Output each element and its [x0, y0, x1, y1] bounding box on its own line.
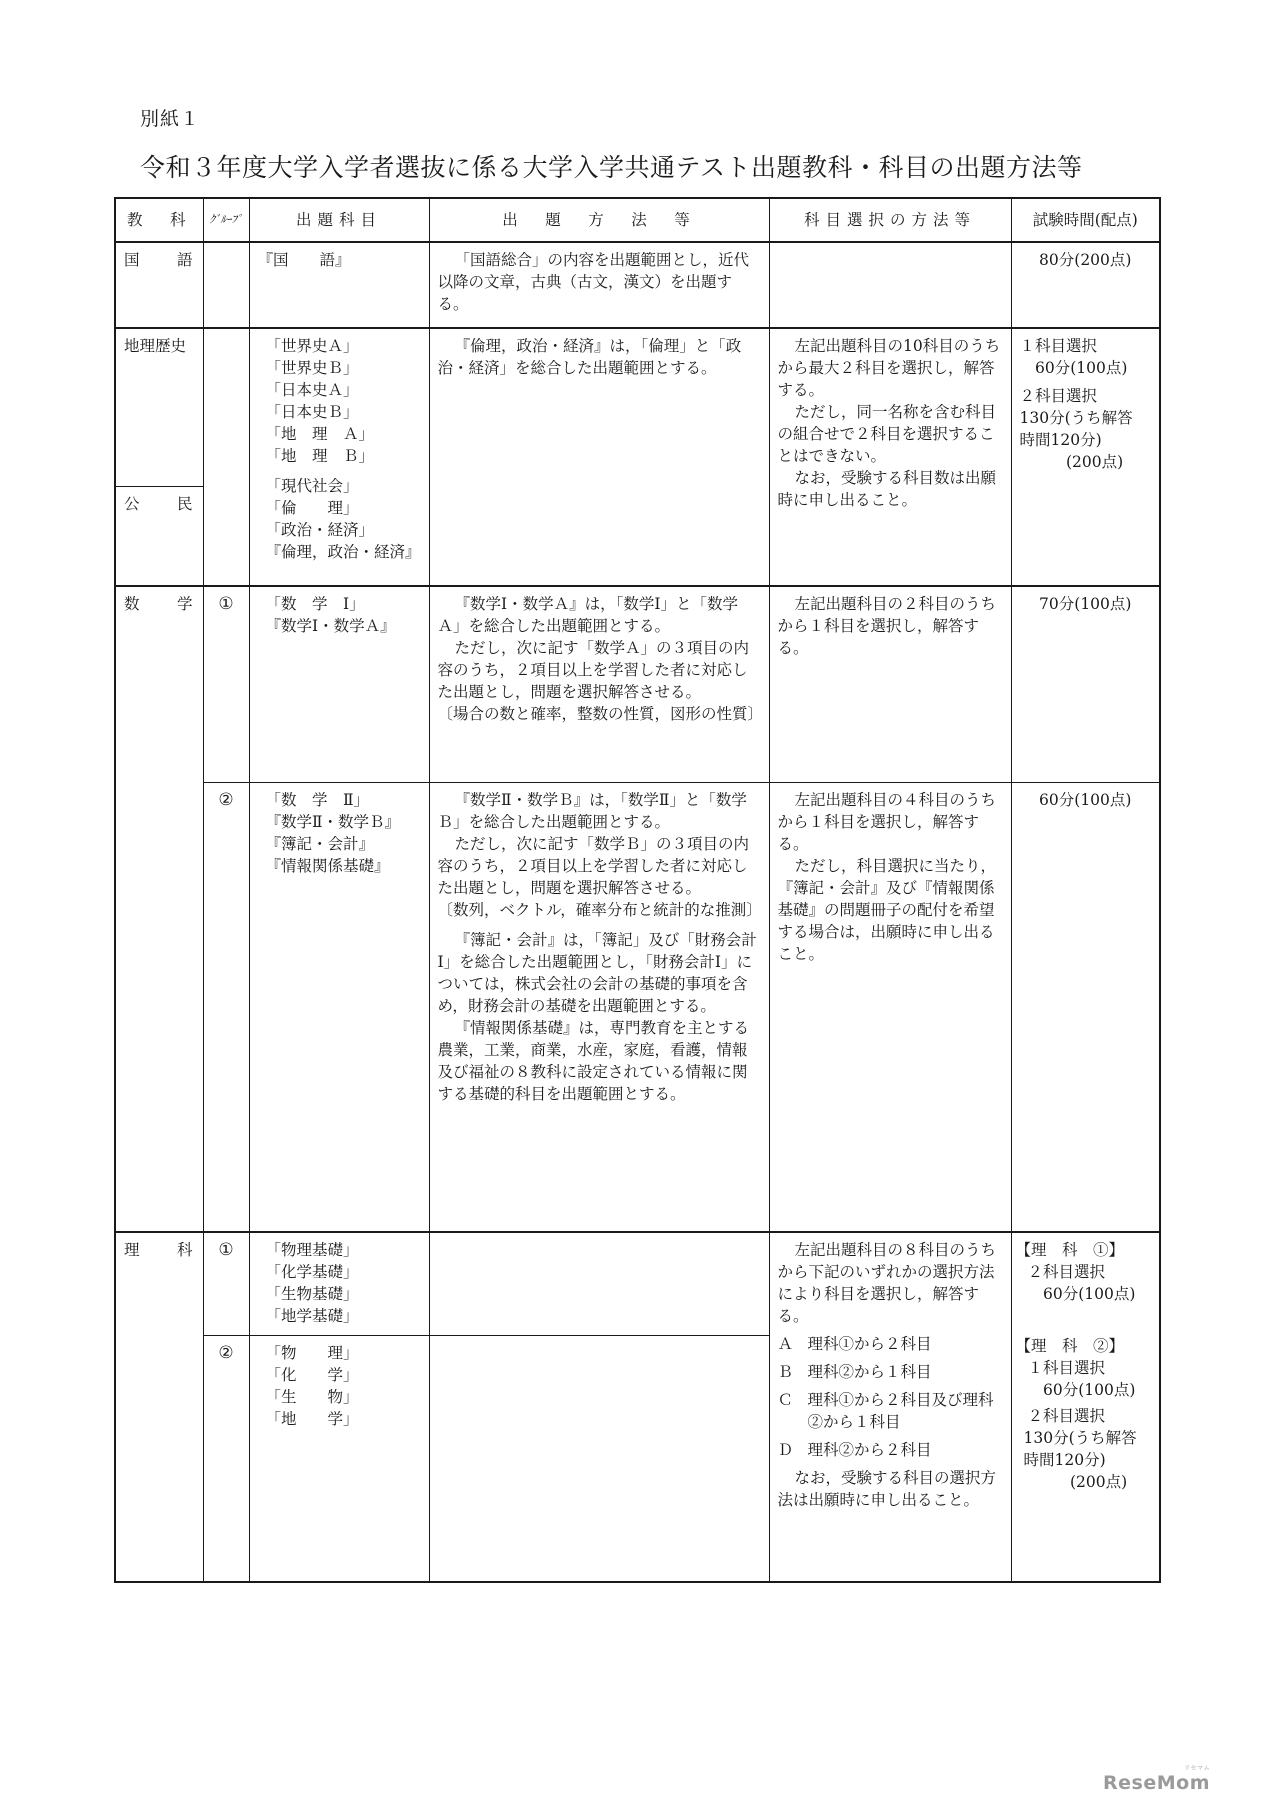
method-text: 『数学Ⅰ・数学Ａ』は，「数学Ⅰ」と「数学Ａ」を総合した出題範囲とする。: [437, 595, 739, 635]
time-text: 60分(100点): [1027, 1381, 1136, 1399]
subject-char: 学: [176, 595, 193, 613]
method-cell: [429, 782, 769, 1232]
courses-cell: [249, 328, 429, 586]
subject-char: 理: [124, 1241, 140, 1259]
course-item: 「生 物」: [265, 1387, 359, 1406]
time-text: 130分(うち解答: [1023, 1429, 1137, 1447]
time-text: 【理 科 ①】: [1015, 1241, 1125, 1259]
course-item: 「地 理 Ａ」: [265, 425, 375, 443]
time-text: 60分(100点): [1027, 1285, 1136, 1303]
option-key: Ａ: [777, 1335, 794, 1353]
method-text: 「国語総合」の内容を出題範囲とし，近代以降の文章，古典（古文，漢文）を出題する。: [437, 251, 750, 313]
logo-text: ReseMom: [1103, 1772, 1210, 1794]
course-item: 『簿記・会計』: [265, 834, 375, 853]
course-item: 「倫 理」: [265, 499, 359, 517]
courses-cell: [249, 1232, 429, 1335]
table-row-sugaku-2: [115, 782, 1160, 1232]
time-text: ２科目選択: [1027, 1407, 1106, 1425]
subject-cell: [115, 586, 203, 1232]
course-item: 「地 理 Ｂ」: [265, 447, 375, 465]
document-title: 令和３年度大学入学者選抜に係る大学入学共通テスト出題教科・科目の出題方法等: [140, 153, 1083, 182]
subject-char: 語: [176, 251, 193, 269]
selection-cell: [769, 328, 1011, 586]
header-subject: 教 科: [115, 198, 203, 242]
group-cell: [203, 328, 249, 586]
method-text: 『情報関係基礎』は，専門教育を主とする農業，工業，商業，水産，家庭，看護，情報及び福祉の８教科に設定されている情報に関する基礎的科目を出題範囲とする。: [437, 1018, 750, 1103]
time-cell: [1011, 242, 1160, 328]
time-text: 130分(うち解答: [1019, 409, 1133, 427]
method-text: 〔数列，ベクトル，確率分布と統計的な推測〕: [437, 900, 762, 919]
selection-text: なお，受験する科目の選択方法は出願時に申し出ること。: [777, 1469, 997, 1509]
course-item: 『国 語』: [257, 251, 351, 269]
option-text: 理科①から２科目及び理科②から１科目: [807, 1391, 994, 1431]
method-cell: [429, 1232, 769, 1335]
subject-cell: [115, 486, 203, 586]
subject-char: 数: [124, 595, 140, 613]
table-row-sugaku-1: [115, 586, 1160, 782]
courses-cell: [249, 1335, 429, 1582]
option-text: 理科②から２科目: [807, 1441, 932, 1459]
method-cell: [429, 586, 769, 782]
subject-char: 国: [124, 251, 140, 269]
time-text: 時間120分): [1023, 1451, 1106, 1469]
course-item: 「日本史Ｂ」: [265, 403, 359, 421]
header-courses: 出題科目: [249, 198, 429, 242]
group-cell: [203, 242, 249, 328]
option-key: Ｄ: [777, 1441, 794, 1459]
table-row-chireki: [115, 328, 1160, 486]
course-item: 『倫理，政治・経済』: [265, 543, 421, 561]
header-time: 試験時間(配点): [1011, 198, 1160, 242]
time-text: １科目選択: [1027, 1359, 1106, 1377]
option-key: Ｃ: [777, 1391, 794, 1409]
course-item: 「地学基礎」: [265, 1307, 359, 1325]
selection-text: 左記出題科目の10科目のうちから最大２科目を選択し，解答する。: [777, 337, 1001, 399]
method-text: ただし，次に記す「数学Ａ」の３項目の内容のうち，２項目以上を学習した者に対応した出題とし，問題を選択解答させる。: [437, 639, 750, 701]
selection-cell: [769, 586, 1011, 782]
time-text: (200点): [1019, 453, 1124, 471]
option-text: 理科①から２科目: [807, 1335, 932, 1353]
method-text: 〔場合の数と確率，整数の性質，図形の性質〕: [437, 705, 764, 723]
selection-text: ただし，同一名称を含む科目の組合せで２科目を選択することはできない。: [777, 403, 997, 465]
courses-cell: [249, 242, 429, 328]
course-item: 「地 学」: [265, 1409, 359, 1428]
time-text: 80分(200点): [1039, 251, 1132, 269]
courses-cell: [249, 586, 429, 782]
selection-option: [778, 1333, 1003, 1355]
method-text: ただし，次に記す「数学Ｂ」の３項目の内容のうち，２項目以上を学習した者に対応した出題とし，問題を選択解答させる。: [437, 834, 750, 897]
time-text: ２科目選択: [1019, 387, 1098, 405]
time-text: 60分(100点): [1019, 359, 1128, 377]
subject-cell: [115, 328, 203, 486]
course-item: 「物 理」: [265, 1343, 359, 1362]
course-item: 「数 学 Ⅰ」: [265, 595, 365, 613]
time-text: ２科目選択: [1027, 1263, 1106, 1281]
course-item: 『数学Ⅱ・数学Ｂ』: [265, 812, 401, 831]
option-key: Ｂ: [777, 1363, 794, 1381]
selection-text: 左記出題科目の４科目のうちから１科目を選択し，解答する。: [777, 790, 997, 853]
subject-label: 地理歴史: [124, 337, 187, 355]
selection-cell: [769, 782, 1011, 1232]
table-row-rika-1: [115, 1232, 1160, 1335]
time-cell: [1011, 782, 1160, 1232]
selection-text: ただし，科目選択に当たり，『簿記・会計』及び『情報関係基礎』の問題冊子の配付を希望する場合は，出願時に申し出ること。: [777, 856, 997, 963]
resemom-logo: [1103, 1765, 1210, 1794]
method-text: 『簿記・会計』は，「簿記」及び「財務会計Ⅰ」を総合した出題範囲とし，「財務会計Ⅰ」については，株式会社の会計の基礎的事項を含め，財務会計の基礎を出題範囲とする。: [437, 930, 757, 1015]
courses-cell: [249, 782, 429, 1232]
method-text: 『倫理，政治・経済』は，「倫理」と「政治・経済」を総合した出題範囲とする。: [437, 337, 742, 377]
subject-cell: [115, 1232, 203, 1582]
course-item: 「化 学」: [265, 1365, 359, 1384]
course-item: 『情報関係基礎』: [265, 856, 390, 875]
time-text: 時間120分): [1019, 431, 1102, 449]
group-cell: ②: [203, 1335, 249, 1582]
selection-option: [778, 1361, 1003, 1383]
header-group: ｸﾞﾙｰﾌﾟ: [203, 198, 249, 242]
subject-char: 公: [124, 494, 140, 513]
course-item: 「数 学 Ⅱ」: [265, 790, 370, 809]
subject-char: 科: [176, 1241, 193, 1259]
table-header-row: [115, 198, 1160, 242]
time-cell: [1011, 586, 1160, 782]
course-item: 「現代社会」: [265, 477, 359, 495]
annex-label: 別紙１: [140, 108, 201, 130]
time-cell: [1011, 1232, 1160, 1582]
group-cell: ①: [203, 1232, 249, 1335]
method-cell: [429, 328, 769, 586]
time-text: 60分(100点): [1039, 790, 1132, 809]
method-cell: [429, 242, 769, 328]
logo-kana: リセマム: [1184, 1765, 1210, 1772]
group-cell: ①: [203, 586, 249, 782]
course-item: 「日本史Ａ」: [265, 381, 359, 399]
method-cell: [429, 1335, 769, 1582]
subject-cell: [115, 242, 203, 328]
course-item: 『数学Ⅰ・数学Ａ』: [265, 617, 396, 635]
time-text: １科目選択: [1019, 337, 1098, 355]
selection-option: [778, 1439, 1003, 1461]
exam-subjects-table: [114, 197, 1161, 1583]
header-method: 出 題 方 法 等: [429, 198, 769, 242]
subject-char: 民: [176, 494, 193, 513]
course-item: 「世界史Ｂ」: [265, 359, 359, 377]
time-text: 70分(100点): [1039, 595, 1132, 613]
header-selection: 科目選択の方法等: [769, 198, 1011, 242]
selection-cell: [769, 242, 1011, 328]
time-cell: [1011, 328, 1160, 586]
course-item: 「政治・経済」: [265, 521, 375, 539]
table-row-kokugo: [115, 242, 1160, 328]
group-cell: ②: [203, 782, 249, 1232]
course-item: 「世界史Ａ」: [265, 337, 359, 355]
selection-text: 左記出題科目の２科目のうちから１科目を選択し，解答する。: [777, 595, 997, 657]
selection-text: なお，受験する科目数は出願時に申し出ること。: [777, 469, 997, 509]
selection-cell: [769, 1232, 1011, 1582]
course-item: 「物理基礎」: [265, 1241, 359, 1259]
course-item: 「化学基礎」: [265, 1263, 359, 1281]
course-item: 「生物基礎」: [265, 1285, 359, 1303]
method-text: 『数学Ⅱ・数学Ｂ』は，「数学Ⅱ」と「数学Ｂ」を総合した出題範囲とする。: [437, 790, 747, 831]
selection-option: [778, 1389, 1003, 1433]
option-text: 理科②から１科目: [807, 1363, 932, 1381]
time-text: (200点): [1023, 1473, 1128, 1491]
selection-text: 左記出題科目の８科目のうちから下記のいずれかの選択方法により科目を選択し，解答する。: [777, 1241, 997, 1325]
time-text: 【理 科 ②】: [1015, 1337, 1125, 1355]
